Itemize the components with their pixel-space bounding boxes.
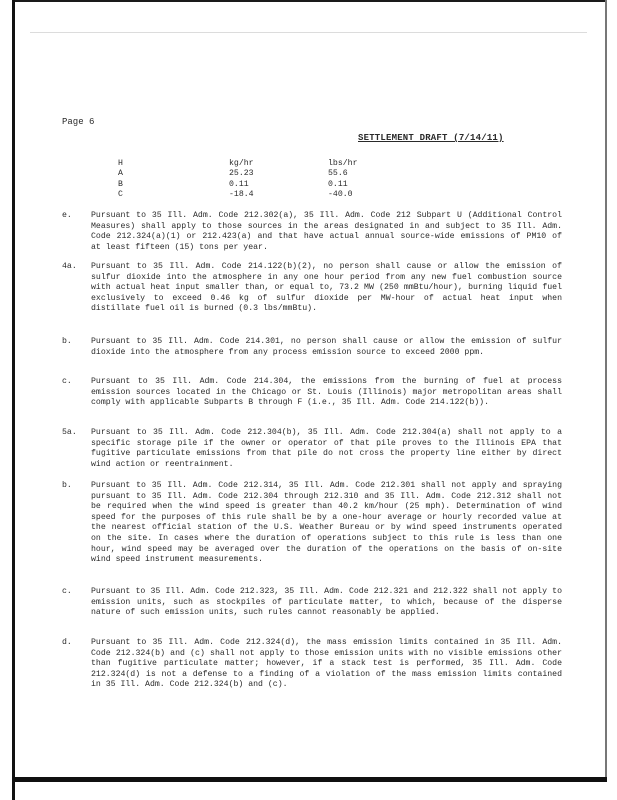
table-cell: C [118, 190, 123, 200]
values-table [118, 159, 388, 201]
table-row [118, 159, 388, 169]
paragraph-label: d. [62, 638, 72, 647]
table-cell: H [118, 159, 123, 168]
scan-border [12, 0, 15, 800]
paragraph-text: Pursuant to 35 Ill. Adm. Code 212.304(b), 35 Ill. Adm. Code 212.304(a) shall not apply to a specific storage pile if the owner or operator of that pile proves to the Illinois EPA that fugitive particulate emissions from that pile do not cross the property line either by direct wind action or reentrainment. [91, 428, 562, 469]
table-cell: -40.0 [328, 190, 353, 200]
paragraph-label: b. [62, 337, 72, 346]
paragraph-text: Pursuant to 35 Ill. Adm. Code 212.302(a), 35 Ill. Adm. Code 212 Subpart U (Additional Control Measures) shall apply to those sources in the areas designated in and subject to 35 Ill. Adm. Code 212.324(a)(1) or 212.423(a) and that have actual annual source-wide emissions of PM10 of at least fifteen (15) tons per year. [91, 211, 562, 252]
paragraph-label: b. [62, 481, 72, 490]
page-number: Page 6 [62, 117, 95, 127]
table-row [118, 190, 388, 200]
paragraph-text: Pursuant to 35 Ill. Adm. Code 212.314, 35 Ill. Adm. Code 212.301 shall not apply and spraying pursuant to 35 Ill. Adm. Code 212.304 through 212.310 and 35 Ill. Adm. Code 212.312 shall not be required when the wind speed is greater than 40.2 km/hour (25 mph). Determination of wind speed for the purposes of this rule shall be by a one-hour average or hourly recorded value at the nearest official station of the U.S. Weather Bureau or by wind speed instruments operated on the site. In cases where the duration of operations subject to this rule is less than one hour, wind speed may be averaged over the duration of the operations on the basis of on-site wind speed instrument measurements. [91, 481, 562, 565]
paragraph-5b [62, 481, 562, 566]
paragraph-5a [62, 428, 562, 470]
table-cell: 25.23 [229, 169, 254, 179]
paragraph-label: 4a. [62, 262, 77, 271]
paragraph-label: c. [62, 377, 72, 386]
draft-label: SETTLEMENT DRAFT (7/14/11) [358, 133, 504, 143]
scan-border [14, 0, 607, 2]
paragraph-text: Pursuant to 35 Ill. Adm. Code 212.323, 35 Ill. Adm. Code 212.321 and 212.322 shall not apply to emission units, such as stockpiles of particulate matter, to which, because of the disperse nature of such emission units, such rules cannot reasonably be applied. [91, 587, 562, 618]
paragraph-e [62, 211, 562, 253]
paragraph-5d [62, 638, 562, 691]
paragraph-text: Pursuant to 35 Ill. Adm. Code 214.122(b)(2), no person shall cause or allow the emission of sulfur dioxide into the atmosphere in any one hour period from any new fuel combustion source with actual heat input smaller than, or equal to, 73.2 MW (250 mmBtu/hour), burning liquid fuel exclusively to exceed 0.46 kg of sulfur dioxide per MW-hour of actual heat input when distillate fuel oil is burned (0.3 lbs/mmBtu). [91, 262, 562, 314]
paragraph-label: e. [62, 211, 72, 220]
paragraph-text: Pursuant to 35 Ill. Adm. Code 214.301, no person shall cause or allow the emission of sulfur dioxide into the atmosphere from any process emission source to exceed 2000 ppm. [91, 337, 562, 357]
table-cell: kg/hr [229, 159, 254, 168]
paragraph-text: Pursuant to 35 Ill. Adm. Code 214.304, the emissions from the burning of fuel at process emission sources located in the Chicago or St. Louis (Illinois) major metropolitan areas shall comply with applicable Subparts B through F (i.e., 35 Ill. Adm. Code 214.122(b)). [91, 377, 562, 408]
paragraph-4a [62, 262, 562, 315]
scan-border [605, 0, 607, 780]
paragraph-4c [62, 377, 562, 409]
table-cell: -18.4 [229, 190, 254, 200]
table-cell: B [118, 179, 123, 189]
table-cell: lbs/hr [328, 159, 358, 168]
scan-border [14, 777, 607, 782]
paragraph-text: Pursuant to 35 Ill. Adm. Code 212.324(d), the mass emission limits contained in 35 Ill. Adm. Code 212.324(b) and (c) shall not apply to those emission units with no visible emissions other than fugitive particulate matter; however, if a stack test is performed, 35 Ill. Adm. Code 212.324(d) is not a defense to a finding of a violation of the mass emission limits contained in 35 Ill. Adm. Code 212.324(b) and (c). [91, 638, 562, 690]
table-row [118, 169, 388, 179]
paragraph-label: c. [62, 587, 72, 596]
table-cell: A [118, 169, 123, 179]
paragraph-label: 5a. [62, 428, 77, 437]
paragraph-5c [62, 587, 562, 619]
table-row [118, 180, 388, 190]
table-cell: 55.6 [328, 169, 348, 179]
table-cell: 0.11 [328, 179, 348, 189]
paragraph-4b [62, 337, 562, 358]
scan-artifact [30, 32, 587, 33]
table-cell: 0.11 [229, 179, 249, 189]
